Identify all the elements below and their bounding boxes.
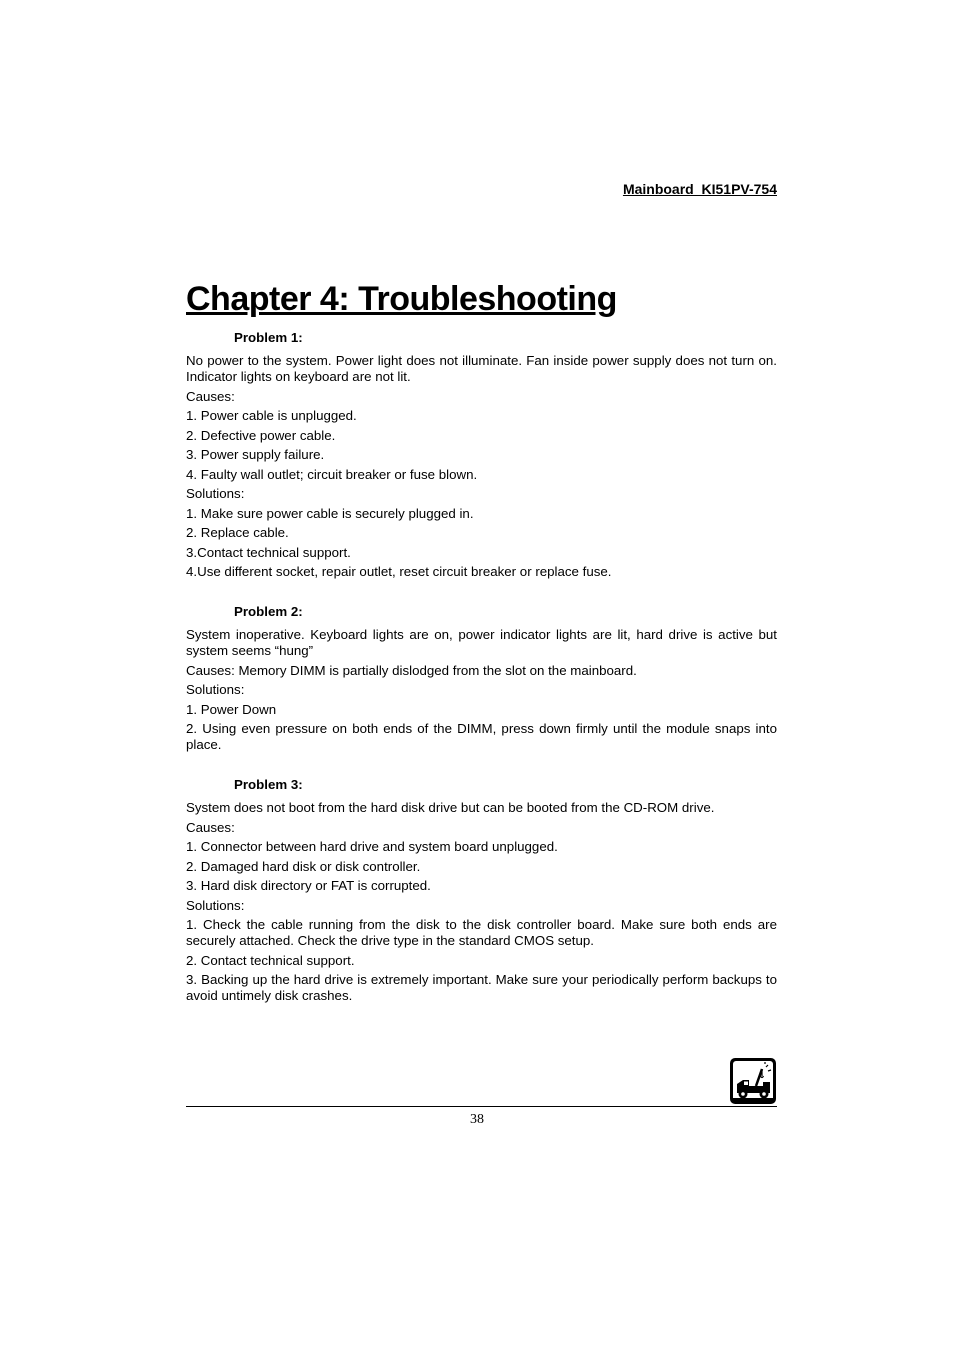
problem-section-2 bbox=[186, 604, 777, 757]
paragraph: 4. Faulty wall outlet; circuit breaker or fuse blown. bbox=[186, 466, 478, 482]
paragraph: 1. Connector between hard drive and system board unplugged. bbox=[186, 839, 558, 854]
paragraph: 1. Power cable is unplugged. bbox=[186, 408, 357, 423]
paragraph: 1. Power Down bbox=[186, 701, 277, 717]
paragraph: System does not boot from the hard disk drive but can be booted from the CD-ROM drive. bbox=[186, 800, 715, 815]
paragraph: 3. Power supply failure. bbox=[186, 447, 325, 462]
paragraph: Solutions: bbox=[186, 486, 245, 501]
problem-section-1 bbox=[186, 330, 777, 584]
document-header: Mainboard KI51PV-754 bbox=[622, 181, 777, 197]
chapter-title: Chapter 4: Troubleshooting bbox=[186, 280, 617, 318]
tow-truck-icon bbox=[729, 1057, 777, 1105]
problem-heading: Problem 2: bbox=[234, 604, 303, 619]
paragraph: 1. Check the cable running from the disk to the disk controller board. Make sure both ends are securely attached. Check the drive type in the standard CMOS setup. bbox=[186, 917, 777, 948]
paragraph: 2. Replace cable. bbox=[186, 525, 289, 540]
paragraph: 3. Hard disk directory or FAT is corrupted. bbox=[186, 878, 431, 893]
problem-section-3 bbox=[186, 777, 777, 1008]
paragraph: No power to the system. Power light does not illuminate. Fan inside power supply does not turn on. Indicator lights on keyboard are not lit. bbox=[186, 353, 777, 384]
paragraph: 2. Defective power cable. bbox=[186, 427, 336, 443]
paragraph: 2. Damaged hard disk or disk controller. bbox=[186, 858, 421, 874]
problem-heading: Problem 3: bbox=[234, 777, 303, 792]
problem-heading: Problem 1: bbox=[234, 330, 303, 345]
paragraph: Solutions: bbox=[186, 897, 245, 913]
paragraph: 4.Use different socket, repair outlet, reset circuit breaker or replace fuse. bbox=[186, 564, 612, 579]
paragraph: System inoperative. Keyboard lights are on, power indicator lights are lit, hard drive is active but system seems “hung” bbox=[186, 627, 777, 658]
paragraph: Causes: bbox=[186, 819, 235, 835]
paragraph: 2. Using even pressure on both ends of the DIMM, press down firmly until the module snaps into place. bbox=[186, 721, 777, 752]
paragraph: 1. Make sure power cable is securely plugged in. bbox=[186, 505, 474, 521]
paragraph: Solutions: bbox=[186, 682, 245, 697]
paragraph: 3. Backing up the hard drive is extremely important. Make sure your periodically perform backups to avoid untimely disk crashes. bbox=[186, 972, 777, 1003]
page-number: 38 bbox=[470, 1112, 484, 1127]
paragraph: Causes: Memory DIMM is partially dislodged from the slot on the mainboard. bbox=[186, 662, 637, 678]
footer-divider bbox=[186, 1106, 777, 1107]
paragraph: Causes: bbox=[186, 388, 235, 404]
paragraph: 3.Contact technical support. bbox=[186, 544, 351, 560]
paragraph: 2. Contact technical support. bbox=[186, 952, 355, 968]
